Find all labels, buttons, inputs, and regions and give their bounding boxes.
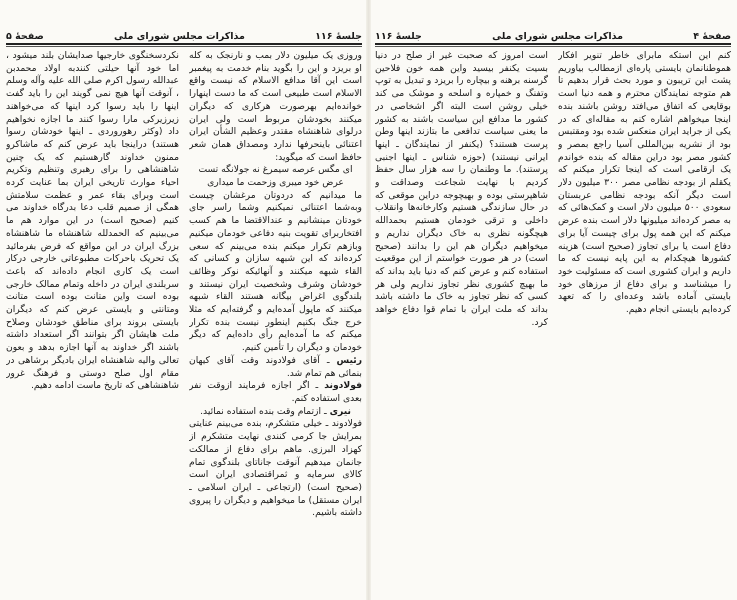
text-column-left — [6, 50, 179, 596]
paragraph: ای مگس عرصه سیمرغ نه جولانگه تست — [198, 164, 353, 176]
page-header — [375, 28, 731, 42]
session-number: جلسهٔ ۱۱۶ — [315, 31, 362, 42]
header-rule-thin — [6, 46, 362, 47]
session-number: جلسهٔ ۱۱۶ — [375, 31, 422, 42]
paragraph: ما میدانیم که دردوتان مرغشان چیست وبه‌شما اعتنائی نمیکنیم وشما راسر جای خودتان مینشانیم و عندالاقتضا ما هم کسب افتخاربرای تقویت بنیه دفاعی خودمان میکنیم وبازهم تکرار میکنم بنده می‌بینم که سعی کرده‌اند که این شبهه سازان و کسانی که القاء شبهه میکنند و آنهائیکه نوکر وظائف خودشان وشرف وشخصیت ایران نیستند و بلندگوی اغراض بیگانه هستند القاء شبهه میکنند که ماپول آمده‌ایم و گرفته‌ایم که مثلا خرج جنگ بکنیم اینطور نیست بنده تکرار میکنم که ما آمده‌ایم رأی داده‌ایم که دیگر خودمان و دیگران را تأمین کنیم. — [189, 189, 362, 354]
page-header — [6, 28, 362, 42]
text-column-right — [558, 50, 731, 596]
speaker-paragraph: رئیس ـ آقای فولادوند وقت آقای کیهان بنمائی هم تمام شد. — [189, 354, 362, 379]
paragraph: وروزی یک میلیون دلار بمب و نارنجک به کله او بریزد و این را بگوید بنام خدمت به پیغمبر است این آقا مدافع الاسلام که نیست واقع الاسلام است طبیعی است که ما دست اینهارا خوانده‌ایم بهرصورت هرکاری که دیگران میکنند بخودشان مربوط است ولی ایران درلوای شاهنشاه مقتدر وعظیم الشأن ایران اعتنائی باینحرفها ندارد ومصداق همان شعر حافظ است که میگوید: — [189, 50, 362, 163]
header-rule — [6, 43, 362, 45]
left-page — [0, 0, 368, 600]
speaker-name: نیری — [329, 405, 351, 417]
speaker-name: فولادوند — [324, 380, 362, 392]
paragraph: است امروز که صحبت غیر از صلح در دنیا بسیت یکنفر بیسید واین همه خون فلاحین گرسنه برهنه و بیچاره را بریزد و تبدیل به توپ وتفنگ و خمپاره و اسلحه و موشک می کند خیلی روشن است البته اگر اشخاصی در کشور ما مدافع این سیاست باشند به کشور ما یعنی سیاست تدافعی ما بتازند اینها وطن پرست هستند؟ (یکنفر از نمایندگان ـ اینها ایرانی نیستند) (حوزه شناس ـ اینها اجنبی پرستند). ما وطنمان را سه هزار سال حفظ کردیم با نهایت شجاعت وصداقت و شاهپرستی بوده و بهیچوجه دراین موقعی که در حال سازندگی هستیم وکارخانه‌ها وانقلاب داخلی و ترقی خودمان هستیم بحمدالله هیچگونه نظری به خاک دیگران نداریم و میخواهیم دیگران هم این را بدانند (صحیح است) در هر صورت خواستم از این موقعیت استفاده کنم و عرض کنم که دنیا باید بداند که ما بهیچ کشوری نظر تجاوز نداریم ولی هر کسی که نظر تجاوز به خاک ما داشته باشد بداند که ملت ایران با تمام قوا دفاع خواهد کرد. — [375, 50, 548, 328]
right-page — [369, 0, 737, 600]
paragraph: کنم این استکه مابرای خاطر تنویر افکار هموطنانمان بایستی پاره‌ای ازمطالب بیاوریم پشت این تریبون و مورد بحث قرار بدهیم تا هم متوجه نمایندگان محترم و همه دنیا است بوقایعی که اتفاق می‌افتد روشن باشند بنده اینجا میخواهم اشاره کنم به مقاله‌ای که در یکی از جراید ایران منعکس شده بود ومقتبس بود از نشریه بین‌المللی آسیا راجع بمصر و کشور مصر بود دراین مقاله که بنده خواندم یک ارقامی است که اینجا تکرار میکنم که یکقلم از بودجه نظامی مصر ۳۰۰ میلیون دلار است دیگر آنکه بودجه نظامی عربستان سعودی ۵۰۰ میلیون دلار است و کمک‌هائی که به مصر کرده‌اند میلیونها دلار است بنده عرض میکنم که این همه پول برای چیست آیا برای دفاع است یا برای تجاوز (صحیح است) هزینه کشورها هیچکدام به این پایه نیست که ما داریم و ایران کشوری است که مسئولیت خود را میشناسد و برای دفاع از مرزهای خود بایستی آماده باشد وعده‌ای را که تعهد کرده‌ایم بایستی انجام دهیم. — [558, 50, 731, 316]
page-number: صفحهٔ ۴ — [693, 31, 731, 42]
speaker-name: رئیس — [336, 354, 362, 366]
page-running-title: مذاکرات مجلس شورای ملی — [492, 31, 624, 42]
paragraph: فولادوند ـ خیلی متشکرم، بنده می‌بینم عنایتی بمرایش جا کرمی کنندی نهایت متشکرم از کهزاد البرزی. ماهم برای دفاع از ممالکت جانمان میدهیم آنوقت جاناتای بلندگوی تمام کالای سرمایه و ثمراقتصادی ایران است (صحیح است) (ارتجاعی ـ ایران اسلامی ـ ایران مستقل) ما میخواهیم و دیگران را پیروی داشته باشیم. — [189, 418, 362, 519]
text-column-right — [189, 50, 362, 596]
paragraph: عرض خود میبری وزحمت ما میداری — [207, 177, 344, 189]
page-running-title: مذاکرات مجلس شورای ملی — [113, 31, 245, 42]
page-number: صفحهٔ ۵ — [6, 31, 44, 42]
speaker-paragraph: نیری ـ ازتمام وقت بنده استفاده نمائید. — [200, 405, 351, 417]
header-rule-thin — [375, 46, 731, 47]
text-column-left — [375, 50, 548, 596]
paragraph: نکردسخنگوی خارجیها صدایشان بلند میشود ، اما خود آنها حیلتی کنندبه اولاد محمدبن عبدالله رسول اکرم صلی الله علیه وآله وسلم ، آنوقت آنها هیچ نمی گویند این را باید گفت اینها را باید رسوا کرد اینها که می‌خواهند زیرزیرکی مارا رسوا کنند ما اجازه نخواهیم داد (وکثر رهوروردی ـ اینها خودشان رسوا هستند) دراینجا باید عرض کنم که ماشاکرو ممنون خداوند گارهستیم که یک چنین شاهنشاهی را برای رهبری وتنظیم وتکریم احیاء موارث تاریخی ایران بما عنایت کرده است وبرای بقاء عمر و عظمت سلامتش همگی از صمیم قلب دعا بدرگاه خداوند می کنیم (صحیح است) در این موارد هم ما می‌بینیم که الحمدلله شاهنشاه ما شاهنشاه بزرگ ایران در این مواقع که فرض بفرمائید یک تحریک باحرکات مطبوعاتی خارجی درکار است یک کاری انجام داده‌اند که باعث سربلندی ایران در داخله وتمام ممالک خارجی بوده است واین متانت بوده است متانت ومتانتی و بایستی عرض کنم که دیگران بایستی بروند برای مناطق خودشان وصلاح ملت هایشان اگر بتوانند اگر استعداد داشته باشند اگر خداوند به آنها اجازه بدهد و بعون تعالی والیه شاهنشاه ایران بادیگر برشاهی در مقام اول صلح دوستی و فرهنگ غرور شاهنشاهی که تاریخ ماست ادامه دهیم. — [6, 50, 179, 392]
header-rule — [375, 43, 731, 45]
speaker-paragraph: فولادوند ـ اگر اجازه فرمایند ازوقت نفر بعدی استفاده کنم. — [189, 380, 362, 404]
